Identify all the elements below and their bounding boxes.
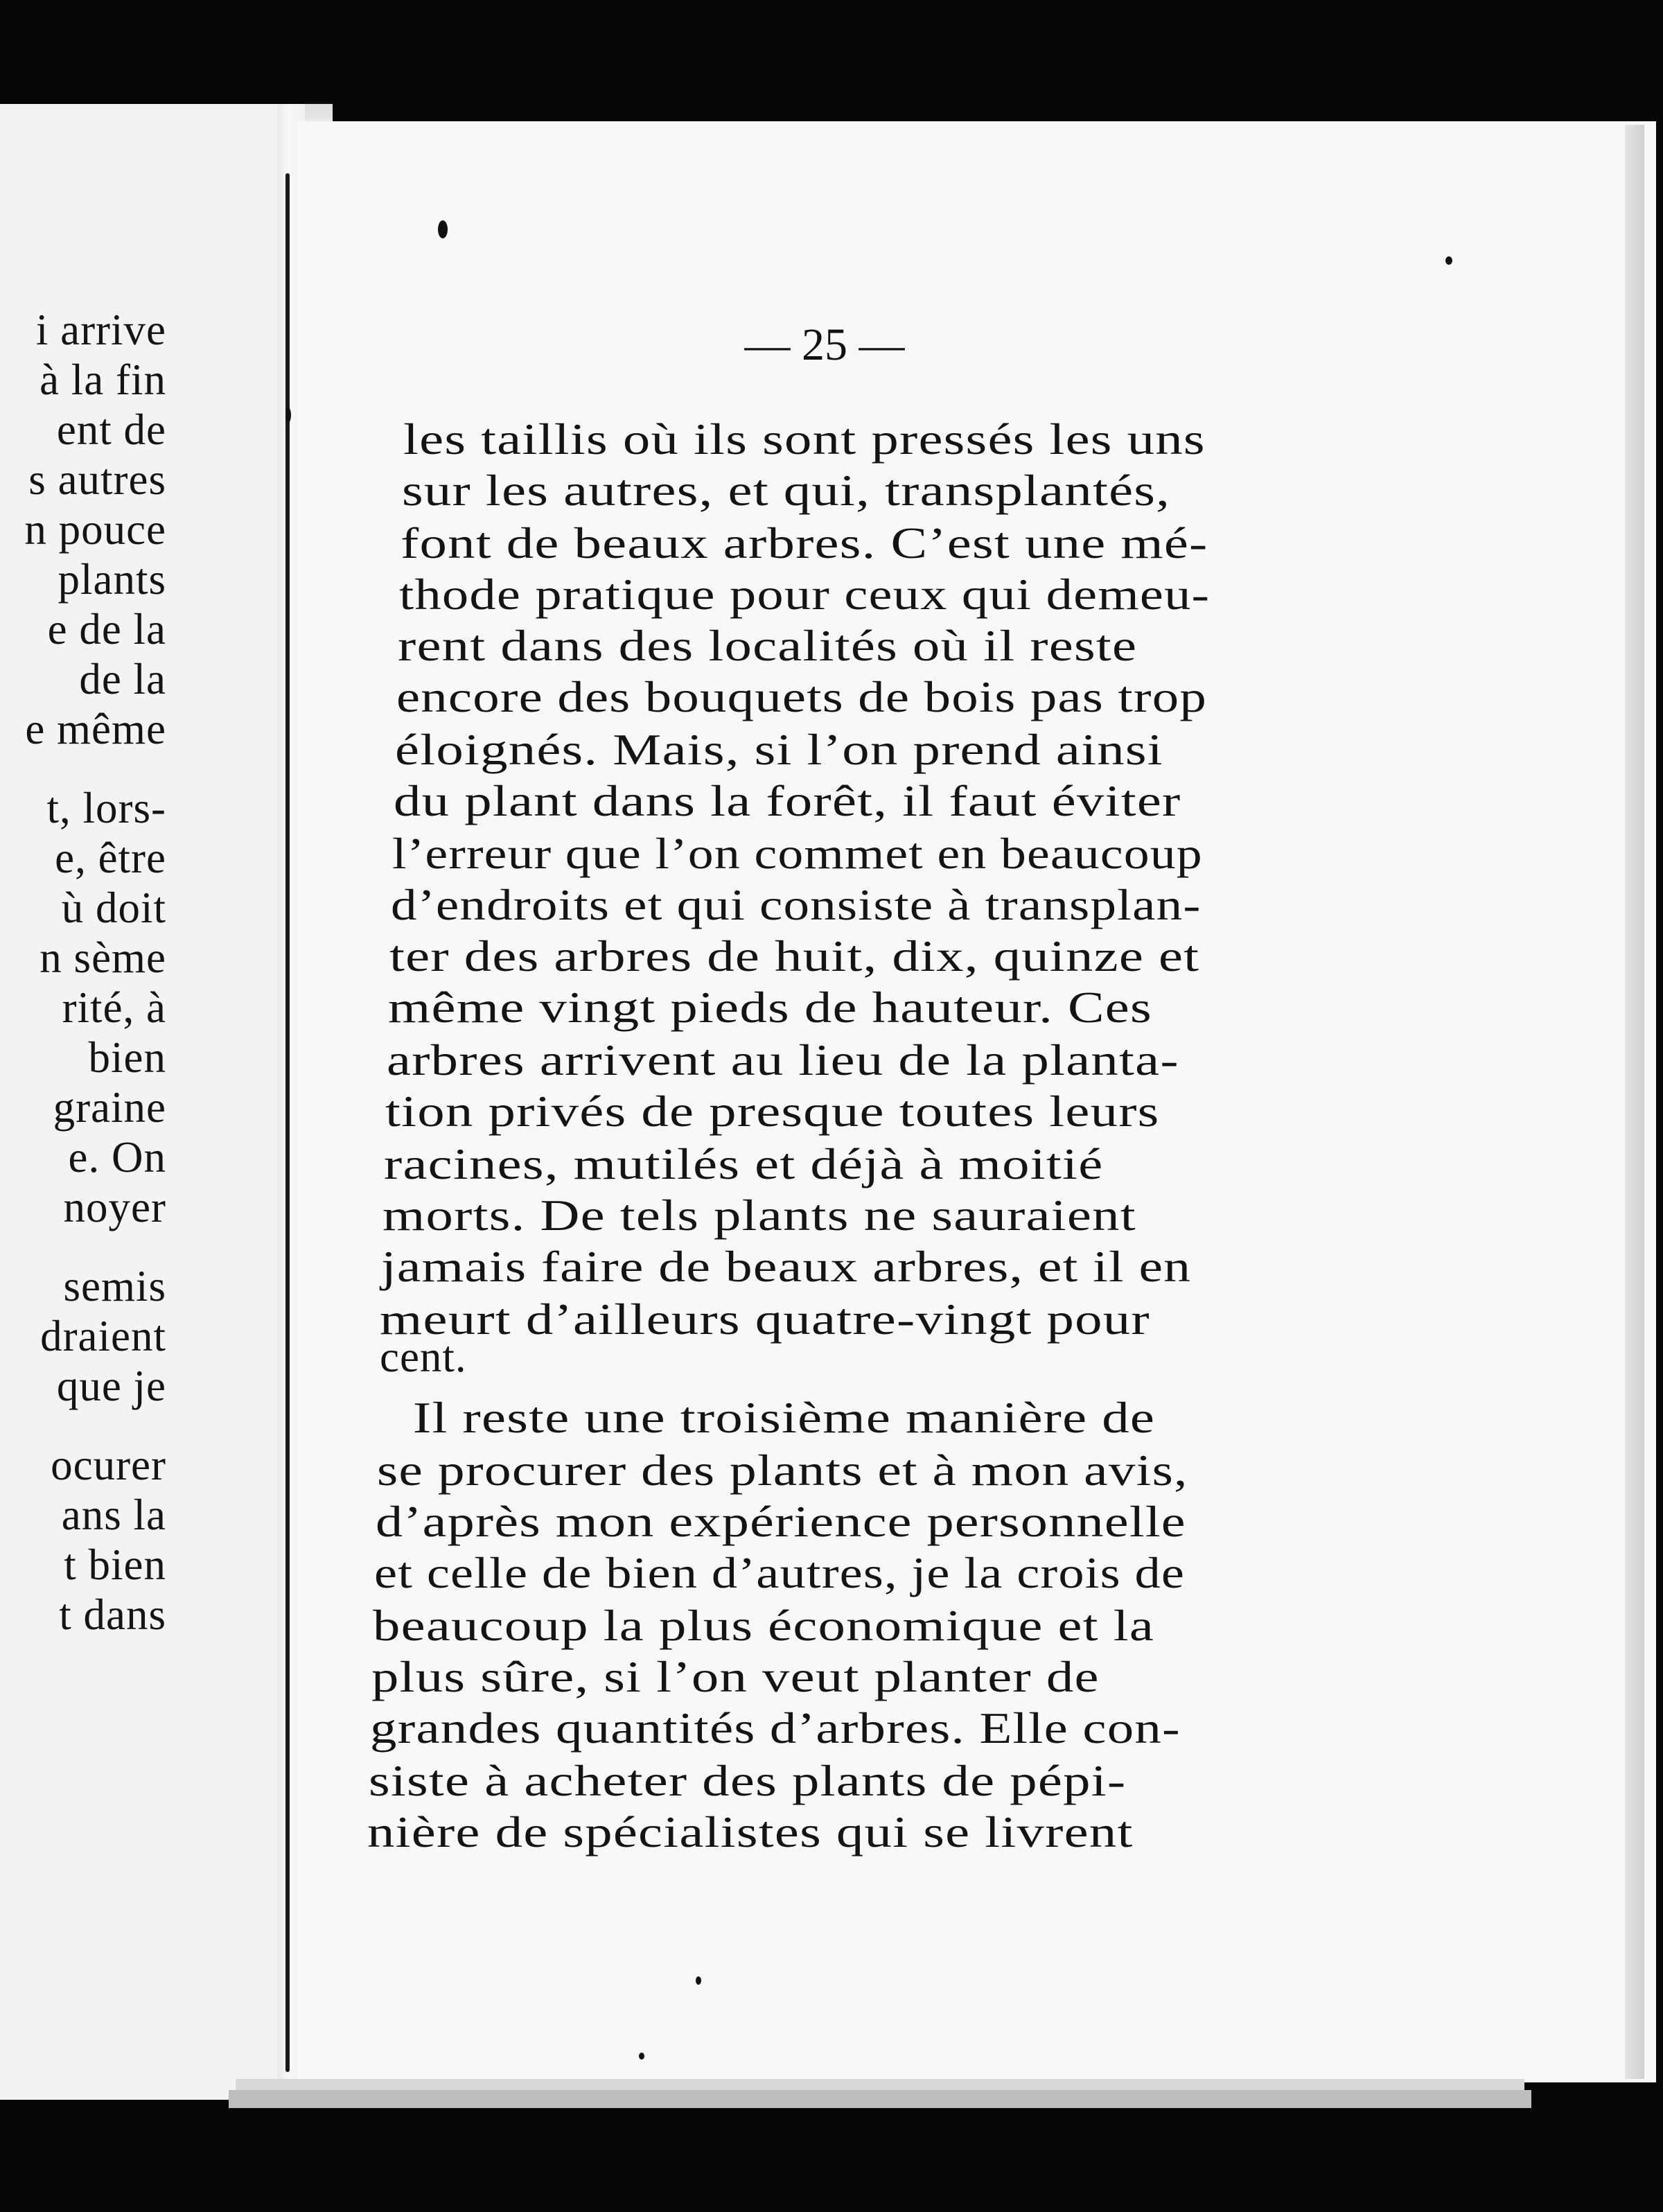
left-page-line: i arrive [35, 306, 166, 354]
text-line: beaucoup la plus économique et la [373, 1601, 1155, 1650]
left-page-line: e. On [68, 1133, 166, 1182]
text-line: nière de spécialistes qui se livrent [367, 1808, 1134, 1857]
left-page-line: e, être [55, 834, 166, 882]
text-line: sur les autres, et qui, transplantés, [402, 466, 1171, 515]
left-page-line: ù doit [61, 884, 166, 932]
left-page-line: à la fin [39, 356, 166, 404]
left-page-line: que je [56, 1362, 166, 1410]
left-page [0, 104, 277, 2100]
left-page-line: s autres [28, 455, 166, 504]
left-page-line: t, lors- [46, 784, 166, 832]
page-right-edge [1625, 125, 1644, 2079]
text-line: morts. De tels plants ne sauraient [382, 1191, 1136, 1240]
text-line: racines, mutilés et déjà à moitié [384, 1140, 1104, 1188]
speck-dot [1445, 256, 1452, 265]
left-page-line: graine [53, 1083, 166, 1132]
fold-line [285, 173, 290, 2072]
speck-dot [438, 220, 448, 238]
text-line: thode pratique pour ceux qui demeu- [399, 570, 1211, 619]
text-line: ter des arbres de huit, dix, quinze et [389, 932, 1200, 981]
text-line: et celle de bien d’autres, je la crois de [374, 1549, 1186, 1597]
left-page-line: noyer [63, 1183, 166, 1231]
text-line: encore des bouquets de bois pas trop [396, 673, 1207, 721]
left-page-line: semis [63, 1262, 166, 1310]
text-line: plus sûre, si l’on veut planter de [371, 1653, 1100, 1701]
text-line: arbres arrivent au lieu de la planta- [387, 1036, 1179, 1085]
page-bottom-shadow [229, 2090, 1531, 2108]
left-page-line: t bien [64, 1540, 166, 1589]
speck-dot [696, 1976, 701, 1985]
page-number: — 25 — [744, 319, 905, 370]
left-page-line: rité, à [62, 983, 166, 1032]
text-line: rent dans des localités où il reste [398, 622, 1138, 670]
left-page-line: e même [25, 705, 166, 753]
left-page-line: plants [58, 555, 166, 604]
speck-dot [639, 2053, 644, 2060]
text-line: cent. [380, 1333, 467, 1381]
left-page-line: n pouce [24, 505, 166, 554]
text-line: même vingt pieds de hauteur. Ces [388, 983, 1152, 1032]
text-line: siste à acheter des plants de pépi- [369, 1757, 1127, 1805]
left-page-line: e de la [47, 605, 166, 653]
text-line: les taillis où ils sont pressés les uns [403, 415, 1206, 464]
text-line: tion privés de presque toutes leurs [385, 1087, 1160, 1136]
left-page-line: ans la [61, 1491, 166, 1539]
left-page-line: ent de [56, 405, 166, 454]
text-line: d’après mon expérience personnelle [376, 1498, 1186, 1546]
left-page-line: draient [40, 1312, 166, 1360]
text-line: meurt d’ailleurs quatre-vingt pour [380, 1295, 1150, 1344]
text-line: jamais faire de beaux arbres, et il en [381, 1243, 1192, 1291]
text-line: d’endroits et qui consiste à transplan- [391, 881, 1202, 929]
left-page-line: de la [79, 655, 166, 703]
text-line: se procurer des plants et à mon avis, [377, 1446, 1188, 1495]
text-line: Il reste une troisième manière de [413, 1394, 1156, 1442]
left-page-line: t dans [59, 1590, 166, 1639]
text-line: éloignés. Mais, si l’on prend ainsi [395, 726, 1163, 774]
text-line: du plant dans la forêt, il faut éviter [394, 777, 1181, 825]
text-line: font de beaux arbres. C’est une mé- [401, 519, 1208, 568]
left-page-line: ocurer [51, 1441, 166, 1489]
speck-dot [285, 407, 291, 423]
left-page-line: n sème [39, 933, 166, 982]
left-page-line: bien [88, 1033, 166, 1082]
text-line: grandes quantités d’arbres. Elle con- [370, 1704, 1181, 1753]
page-lower-edge [236, 2079, 1524, 2090]
text-line: l’erreur que l’on commet en beaucoup [392, 830, 1203, 878]
